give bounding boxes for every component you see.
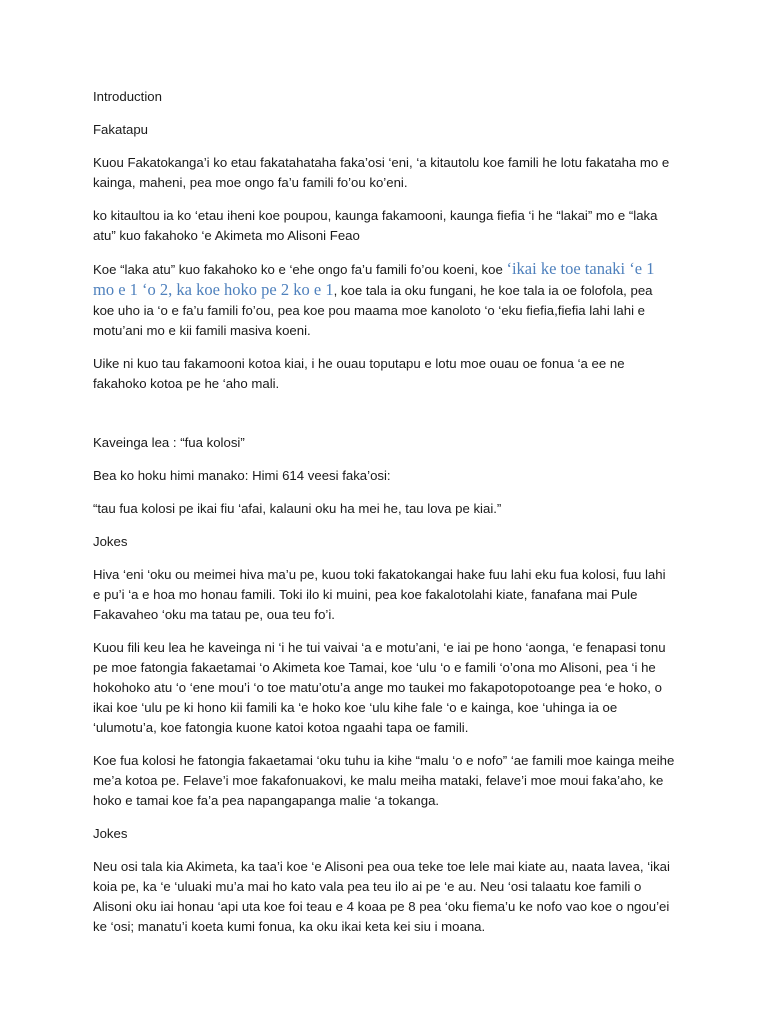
paragraph-8: Neu osi tala kia Akimeta, ka taa’i koe ‘e Alisoni pea oua teke toe lele mai kiate au, naata lavea, ‘ikai koia pe, ka ‘e ‘uluaki mu’a mai ho kato vala pea teu ilo ai pe ‘e au. Neu ‘osi talaatu koe famili o Alisoni oku iai honau ‘api uta koe foi teau e 4 koaa pe 8 pea ‘oku fiema’u ke nofo vao koe o ngou’ei ke ‘osi; manatu’i koeta kumi fonua, ka oku ikai keta kei siu i moana. [93, 859, 670, 934]
section-gap [93, 407, 676, 433]
paragraph-2: ko kitaultou ia ko ‘etau iheni koe poupou, kaunga fakamooni, kaunga fiefia ‘i he “lakai” mo e “laka atu” kuo fakahoko ‘e Akimeta mo Alisoni Feao [93, 208, 658, 243]
heading-jokes-1: Jokes [93, 534, 128, 549]
paragraph-6: Kuou fili keu lea he kaveinga ni ‘i he tui vaivai ‘a e motu’ani, ‘e iai pe hono ‘aonga, ‘e fenapasi tonu pe moe fatongia fakaetamai ‘o Akimeta koe Tamai, koe ‘ulu ‘o e famili ‘o’ona mo Alisoni, pea ‘i he hokohoko atu ‘o ‘ene mou’i ‘o toe matu’otu’a ange mo taukei mo fakapotopotoange pea ‘e hoko, o ikai koe ‘ulu pe ki hono kii famili ka ‘e hoko koe ‘ulu kihe fale ‘o e kainga, koe ‘uhinga ia oe ‘ulumotu’a, koe fatongia kuone katoi kotoa ngaahi tapa oe famili. [93, 640, 666, 735]
theme-line: Kaveinga lea : “fua kolosi” [93, 435, 245, 450]
heading-introduction: Introduction [93, 89, 162, 104]
paragraph-7: Koe fua kolosi he fatongia fakaetamai ‘oku tuhu ia kihe “malu ‘o e nofo” ‘ae famili moe kainga meihe me’a kotoa pe. Felave’i moe fakafonuakovi, ke malu meiha mataki, felave’i moe moui faka’aho, ke hoko e tamai koe fa’a pea napangapanga malie ‘a tokanga. [93, 753, 675, 808]
paragraph-1: Kuou Fakatokanga’i ko etau fakatahataha faka’osi ‘eni, ‘a kitautolu koe famili he lotu fakataha mo e kainga, maheni, pea moe ongo fa’u famili fo’ou ko’eni. [93, 155, 670, 190]
hymn-quote: “tau fua kolosi pe ikai fiu ‘afai, kalauni oku ha mei he, tau lova pe kiai.” [93, 501, 502, 516]
paragraph-3-lead: Koe “laka atu” kuo fakahoko ko e ‘ehe ongo fa’u famili fo’ou koeni, koe [93, 262, 507, 277]
paragraph-3-tail: , koe tala ia oku fungani, he koe tala ia oe folofola, pea koe uho ia ‘o e fa’u famili fo’ou, pea koe pou maama moe kanoloto ‘o ‘eku fiefia,fiefia lahi lahi e motu’ani mo e kii famili masiva koeni. [93, 283, 653, 338]
heading-jokes-2: Jokes [93, 826, 128, 841]
hymn-line: Bea ko hoku himi manako: Himi 614 veesi faka’osi: [93, 468, 391, 483]
paragraph-4: Uike ni kuo tau fakamooni kotoa kiai, i he ouau toputapu e lotu moe ouau oe fonua ‘a ee ne fakahoko kotoa pe he ‘aho mali. [93, 356, 625, 391]
paragraph-3 [93, 259, 676, 341]
heading-fakatapu: Fakatapu [93, 122, 148, 137]
paragraph-5: Hiva ‘eni ‘oku ou meimei hiva ma’u pe, kuou toki fakatokangai hake fuu lahi eku fua kolosi, fuu lahi e pu’i ‘a e hoa mo honau famili. Toki ilo ki muini, pea koe fakalotolahi kiate, fanafana mai Pule Fakavaheo ‘oku ma tatau pe, oua teu fo’i. [93, 567, 666, 622]
highlighted-phrase: ‘ikai ke toe tanaki ‘e 1 mo e 1 ‘o 2, ka koe hoko pe 2 ko e 1 [93, 259, 655, 299]
